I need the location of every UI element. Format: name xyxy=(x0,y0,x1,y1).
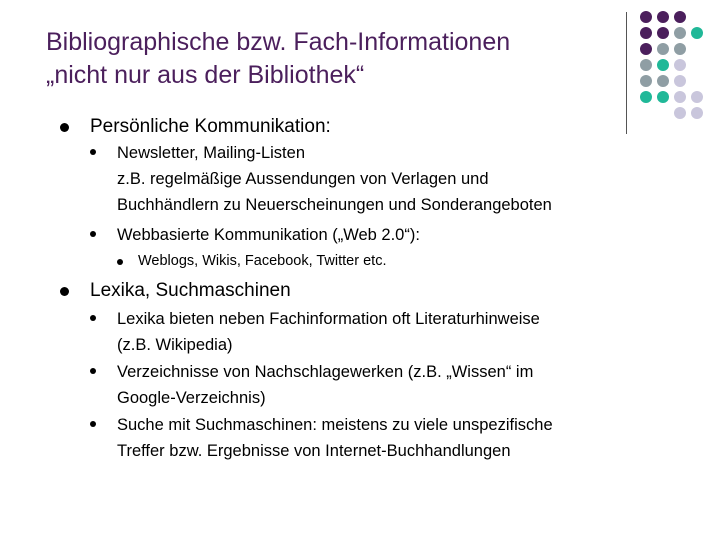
slide-title-line-1: Bibliographische bzw. Fach-Informationen xyxy=(46,28,511,56)
text-line: Suche mit Suchmaschinen: meistens zu viele unspezifische xyxy=(117,416,553,434)
text-line: z.B. regelmäßige Aussendungen von Verlagen und xyxy=(117,170,489,188)
slide-title-line-2: „nicht nur aus der Bibliothek“ xyxy=(46,61,365,89)
text-line: Newsletter, Mailing-Listen xyxy=(117,144,305,162)
bullet-marker xyxy=(90,368,96,374)
text-line: Treffer bzw. Ergebnisse von Internet-Buchhandlungen xyxy=(117,442,511,460)
bullet-lexika-suchmaschinen: Lexika, Suchmaschinen xyxy=(90,280,291,301)
bullet-marker xyxy=(60,287,69,296)
text-line: Webbasierte Kommunikation („Web 2.0“): xyxy=(117,226,420,244)
bullet-marker xyxy=(90,231,96,237)
text-line: Lexika bieten neben Fachinformation oft Literaturhinweise xyxy=(117,310,540,328)
bullet-marker xyxy=(117,259,123,265)
bullet-marker xyxy=(90,421,96,427)
text-line: (z.B. Wikipedia) xyxy=(117,336,233,354)
sub-bullet-newsletter xyxy=(117,140,677,218)
bullet-marker xyxy=(60,123,69,132)
text-line: Verzeichnisse von Nachschlagewerken (z.B. „Wissen“ im xyxy=(117,363,534,381)
sub-bullet-webbasiert xyxy=(117,222,677,248)
sub-bullet-lexika xyxy=(117,306,677,358)
bullet-marker xyxy=(90,315,96,321)
sub-sub-bullet-weblogs: Weblogs, Wikis, Facebook, Twitter etc. xyxy=(138,253,387,269)
sub-bullet-suche xyxy=(117,412,677,464)
bullet-marker xyxy=(90,149,96,155)
text-line: Google-Verzeichnis) xyxy=(117,389,266,407)
text-line: Buchhändlern zu Neuerscheinungen und Sonderangeboten xyxy=(117,196,552,214)
sub-bullet-verzeichnisse xyxy=(117,359,677,411)
bullet-persoenliche-kommunikation: Persönliche Kommunikation: xyxy=(90,116,331,137)
